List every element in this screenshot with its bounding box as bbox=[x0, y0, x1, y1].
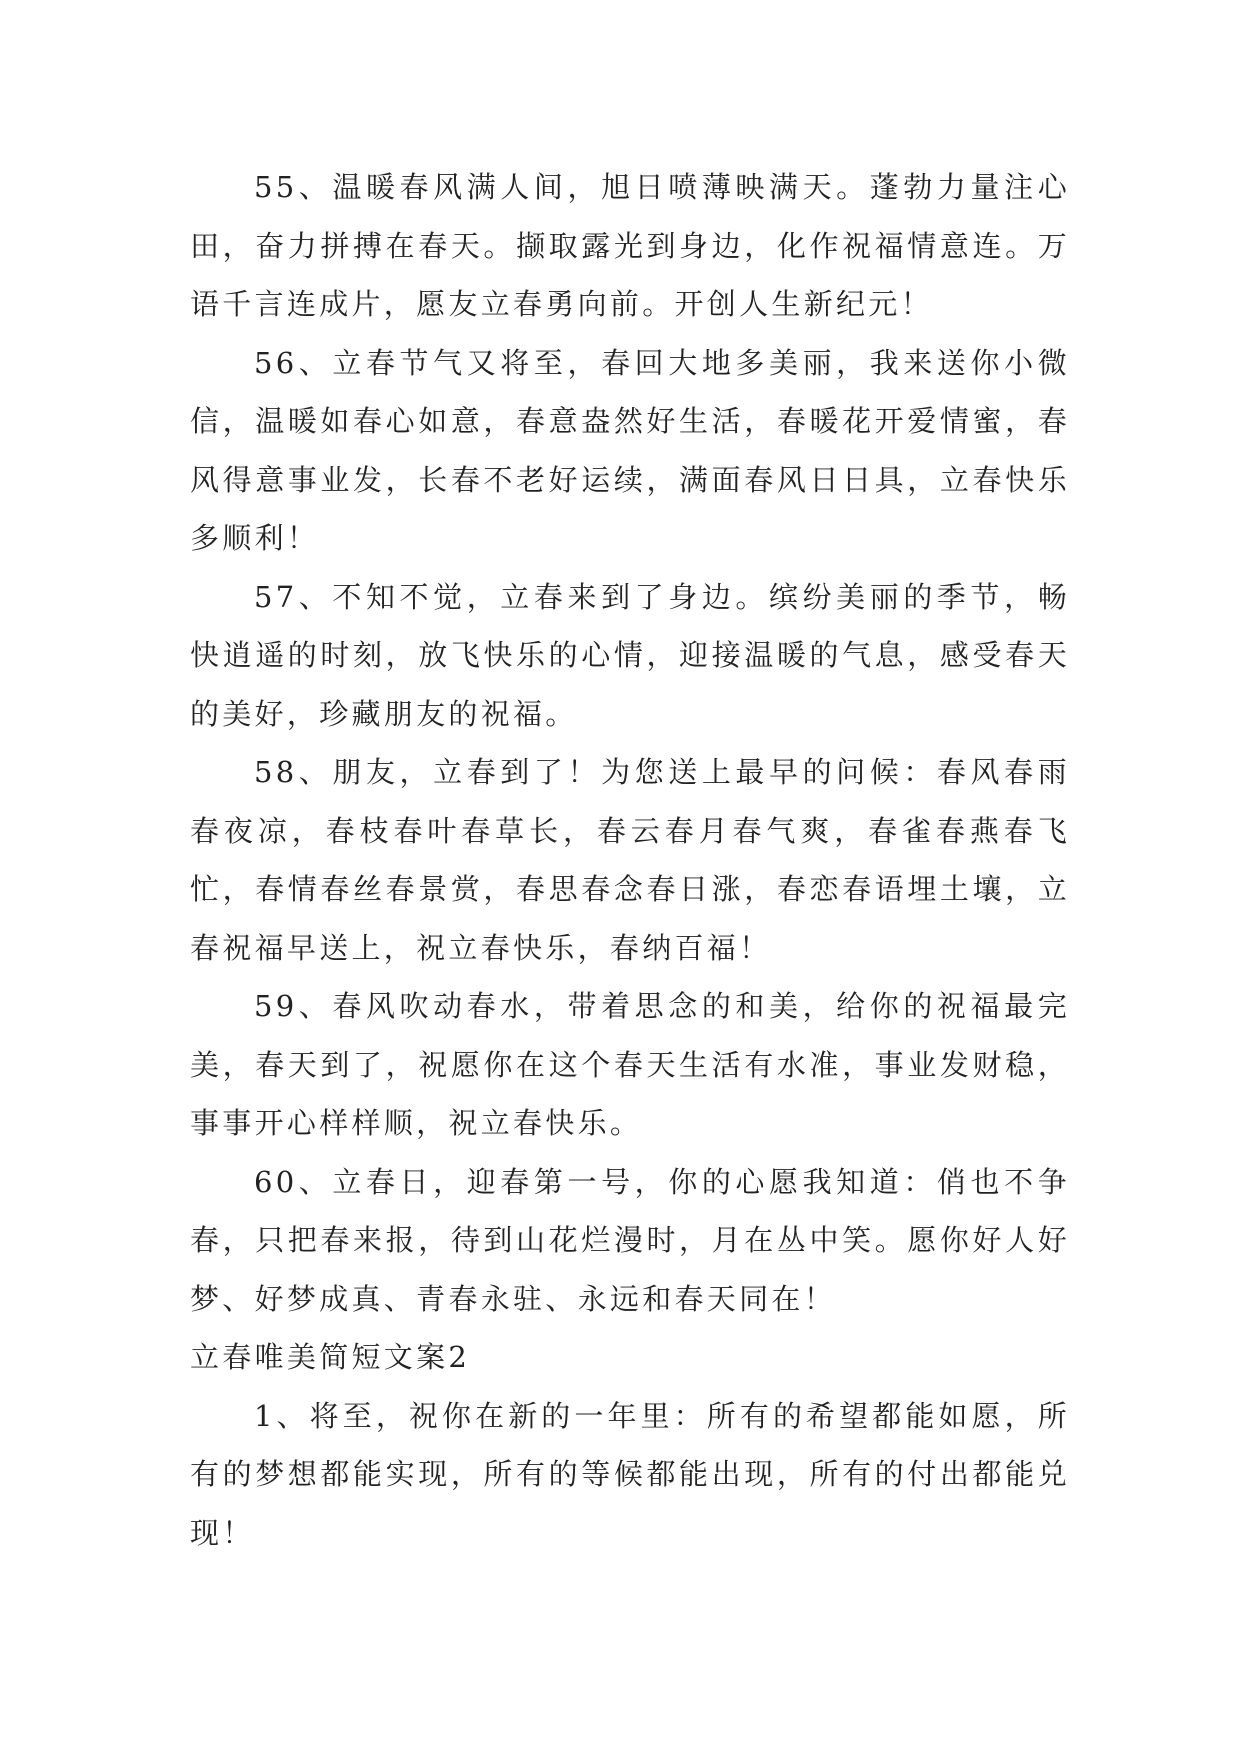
paragraph-55: 55、温暖春风满人间，旭日喷薄映满天。蓬勃力量注心田，奋力拼搏在春天。撷取露光到身边，化作祝福情意连。万语千言连成片，愿友立春勇向前。开创人生新纪元！ bbox=[190, 170, 1070, 321]
paragraph-56: 56、立春节气又将至，春回大地多美丽，我来送你小微信，温暖如春心如意，春意盎然好生活，春暖花开爱情蜜，春风得意事业发，长春不老好运续，满面春风日日具，立春快乐多顺利！ bbox=[190, 345, 1070, 555]
paragraph-59: 59、春风吹动春水，带着思念的和美，给你的祝福最完美，春天到了，祝愿你在这个春天生活有水准，事业发财稳，事事开心样样顺，祝立春快乐。 bbox=[190, 989, 1070, 1140]
paragraph-1: 1、将至，祝你在新的一年里：所有的希望都能如愿，所有的梦想都能实现，所有的等候都能出现，所有的付出都能兑现！ bbox=[190, 1398, 1070, 1550]
paragraph-58: 58、朋友，立春到了！为您送上最早的问候：春风春雨春夜凉，春枝春叶春草长，春云春月春气爽，春雀春燕春飞忙，春情春丝春景赏，春思春念春日涨，春恋春语埋土壤，立春祝福早送上，祝立春快乐，春纳百福！ bbox=[190, 755, 1070, 965]
paragraph-57: 57、不知不觉，立春来到了身边。缤纷美丽的季节，畅快逍遥的时刻，放飞快乐的心情，迎接温暖的气息，感受春天的美好，珍藏朋友的祝福。 bbox=[190, 579, 1070, 731]
section-heading: 立春唯美简短文案2 bbox=[190, 1340, 471, 1374]
document-page bbox=[190, 158, 1070, 1562]
paragraph-60: 60、立春日，迎春第一号，你的心愿我知道：俏也不争春，只把春来报，待到山花烂漫时，月在丛中笑。愿你好人好梦、好梦成真、青春永驻、永远和春天同在！ bbox=[190, 1164, 1070, 1316]
